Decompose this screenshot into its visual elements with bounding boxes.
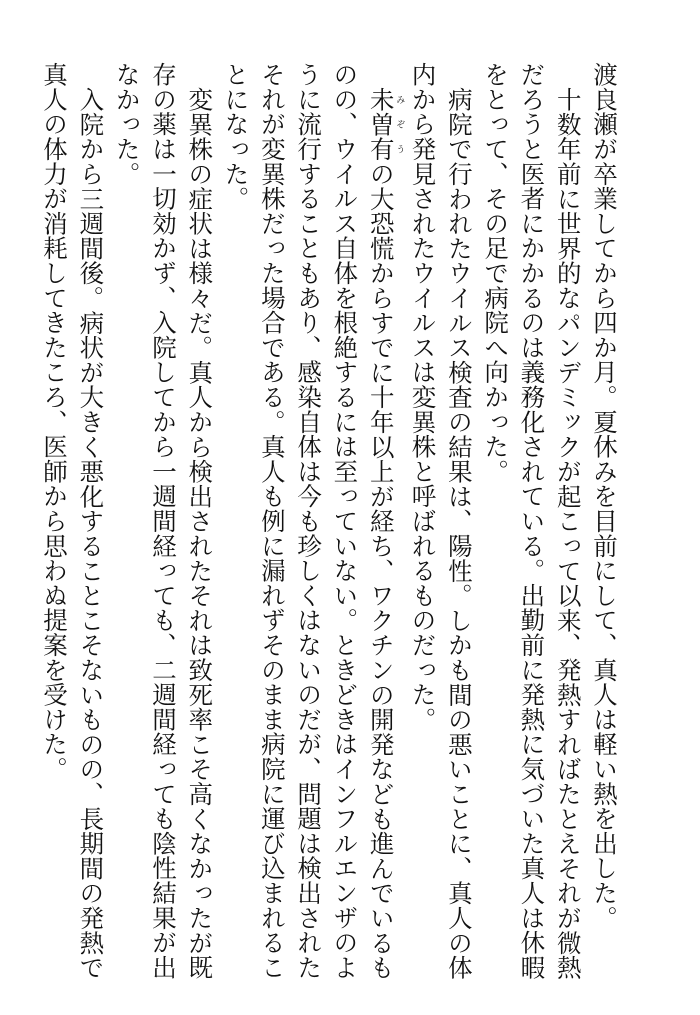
paragraph-2: 十数年前に世界的なパンデミックが起こって以来、発熱すればたとえそれが微熱だろうと医者にかかるのは義務化されている。出勤前に発熱に気づいた真人は休暇をとって、その足で病院へ向かった。 — [481, 62, 583, 980]
vertical-text-body — [42, 62, 622, 992]
paragraph-6: 入院から三週間後。病状が大きく悪化することこそないものの、長期間の発熱で真人の体力が消耗してきたころ、医師から思わぬ提案を受けた。 — [40, 62, 106, 980]
paragraph-4 — [217, 62, 404, 992]
ruby-base: 未曽有 — [366, 86, 396, 161]
paragraph-1: 渡良瀬が卒業してから四か月。夏休みを目前にして、真人は軽い熱を出した。 — [590, 62, 619, 930]
paragraph-5: 変異株の症状は様々だ。真人から検出されたそれは致死率こそ高くなかったが既存の薬は一切効かず、入院してから一週間経っても、二週間経っても陰性結果が出なかった。 — [112, 62, 215, 980]
ruby-reading: みぞう — [394, 86, 405, 161]
paragraph-3: 病院で行われたウイルス検査の結果は、陽性。しかも間の悪いことに、真人の体内から発見されたウイルスは変異株と呼ばれるものだった。 — [408, 62, 474, 980]
ruby-word — [366, 86, 405, 161]
paragraph-4-body: の大恐慌からすでに十年以上が経ち、ワクチンの開発なども進んでいるものの、ウイルス自体を根絶するには至っていない。ときどきはインフルエンザのように流行することもあり、感染自体は今も珍しくはないのだが、問題は検出されたそれが変異株だった場合である。真人も例に漏れずそのまま病院に運び込まれることになった。 — [221, 62, 396, 980]
